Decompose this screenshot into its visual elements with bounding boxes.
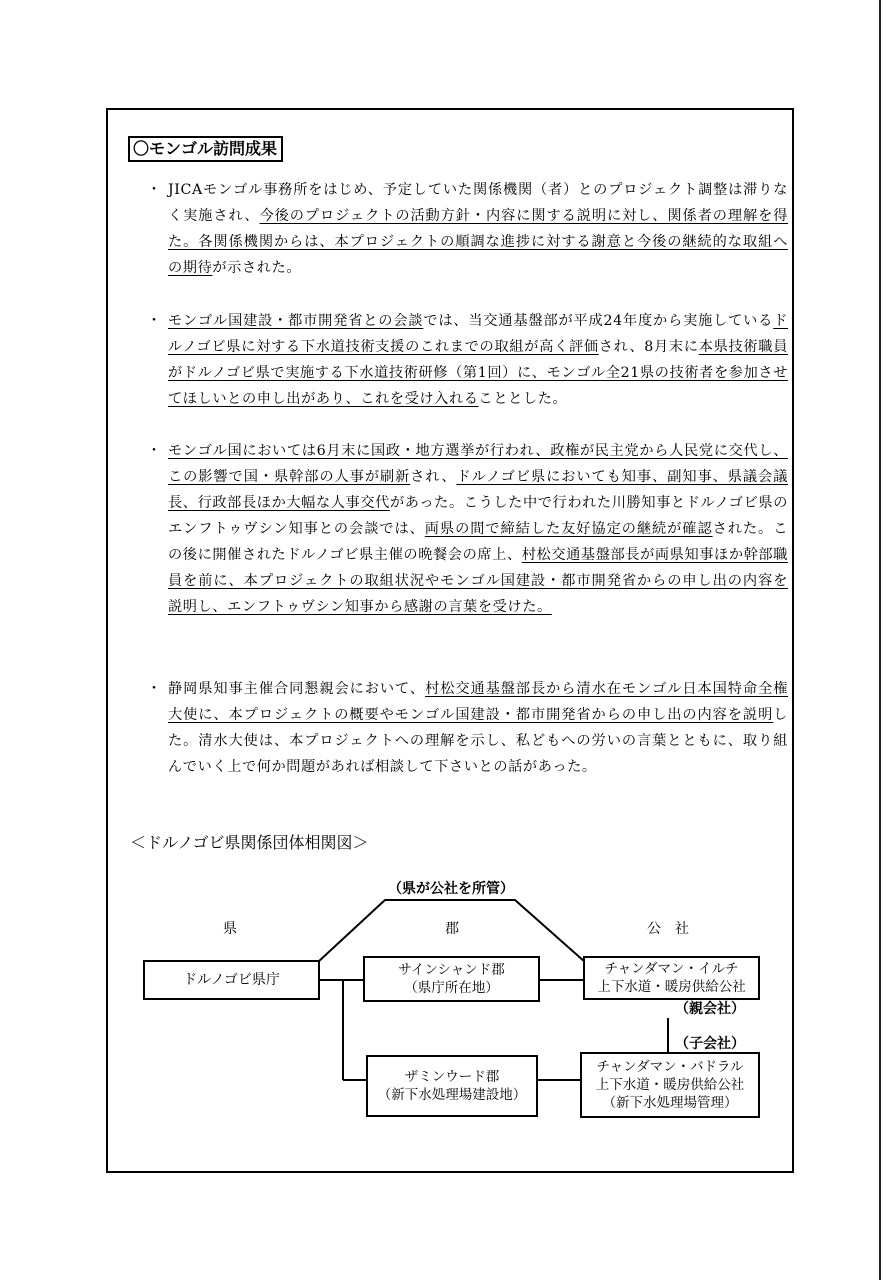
text-segment: され、8月末に (598, 339, 699, 355)
corp1-type: 上下水道・暖房供給公社 (597, 979, 746, 995)
bullet-marker: ・ (147, 313, 161, 329)
column-label-corporation: 公 社 (647, 921, 689, 937)
text-segment: が示された。 (212, 260, 302, 276)
underlined-text: 村松交通基盤部長から清水在モンゴル日本国特命全権大使に、本プロジェクトの概要やモンゴル国建設・都市開発省からの申し出の内容を説明 (168, 681, 789, 723)
district1-name: サインシャンド郡 (398, 962, 505, 978)
pref-office-label: ドルノゴビ県庁 (183, 972, 280, 988)
text-segment: され、 (410, 469, 457, 485)
corp2-type: 上下水道・暖房供給公社 (595, 1077, 745, 1093)
underlined-text: 村松交通基盤部長が両県知事ほか幹部職員を前に、本プロジェクトの取組状況やモンゴル国建設・都市開発省からの申し出の内容を説明し、エンフトゥヴシン知事から感謝の言葉を受けた。 (168, 547, 788, 615)
scan-edge-line (879, 0, 881, 1280)
underlined-text: 今後のプロジェクトの活動方針・内容に関する説明に対し、関係者の理解を得た。各関係機関からは、本プロジェクトの順調な進捗に対する謝意と今後の継続的な取組への期待 (168, 208, 789, 276)
text-segment: では、当交通基盤部が平成24年度から実施している (423, 313, 774, 329)
district2-note: （新下水処理場建設地） (377, 1087, 527, 1103)
district2-name: ザミンウード郡 (404, 1069, 500, 1085)
bullet-marker: ・ (147, 681, 161, 697)
text-segment: があった。こうした中で行われた川勝知事とドルノゴビ県のエンフトゥヴシン知事との会談では、 (168, 495, 788, 537)
bullet-marker: ・ (147, 443, 161, 459)
bullet-text (168, 308, 788, 412)
underlined-text: 本県技術職員がドルノゴビ県で実施する下水道技術研修（第1回）に、モンゴル全21県の技術者を参加させてほしいとの申し出があり、これを受け入れる (168, 339, 788, 407)
child-company-label: （子会社） (675, 1036, 745, 1052)
column-label-prefecture: 県 (223, 921, 237, 937)
text-segment: された。この後に開催されたドルノゴビ県主催の晩餐会の席上、 (168, 521, 788, 563)
district1-note: （県庁所在地） (404, 980, 499, 996)
underlined-text: モンゴル国建設・都市開発省との会談 (168, 313, 424, 329)
text-segment: した。清水大使は、本プロジェクトへの理解を示し、私どもへの労いの言葉とともに、取り組んでいく上で何か問題があれば相談して下さいとの話があった。 (168, 707, 788, 775)
text-segment: JICAモンゴル事務所をはじめ、予定していた関係機関（者）とのプロジェクト調整は滞りなく実施され、 (168, 182, 788, 224)
text-segment: こととした。 (478, 391, 568, 407)
parent-company-label: （親会社） (675, 1001, 745, 1017)
bullet-marker: ・ (147, 182, 161, 198)
underlined-text: ドルノゴビ県に対する下水道技術支援のこれまでの取組が高く評価 (168, 313, 788, 355)
section-title: 〇モンゴル訪問成果 (128, 136, 283, 162)
diagram-title: ＜ドルノゴビ県関係団体相関図＞ (130, 833, 369, 852)
bullet-text (168, 177, 788, 281)
bullet-text (168, 676, 788, 780)
corp1-name: チャンダマン・イルチ (604, 961, 739, 977)
column-label-district: 郡 (445, 921, 459, 937)
underlined-text: モンゴル国においては6月末に国政・地方選挙が行われ、政権が民主党から人民党に交代し、この影響で国・県幹部の人事が刷新 (168, 443, 788, 485)
oversight-label: （県が公社を所管） (388, 881, 514, 897)
underlined-text: ドルノゴビ県においても知事、副知事、県議会議長、行政部長ほか大幅な人事交代 (168, 469, 788, 511)
bullet-text (168, 438, 788, 620)
underlined-text: 両県の間で締結した友好協定の継続が確認 (424, 521, 713, 537)
corp2-name: チャンダマン・バドラル (596, 1059, 744, 1075)
text-segment: 静岡県知事主催合同懇親会において、 (168, 681, 426, 697)
corp2-note: （新下水処理場管理） (602, 1095, 738, 1111)
